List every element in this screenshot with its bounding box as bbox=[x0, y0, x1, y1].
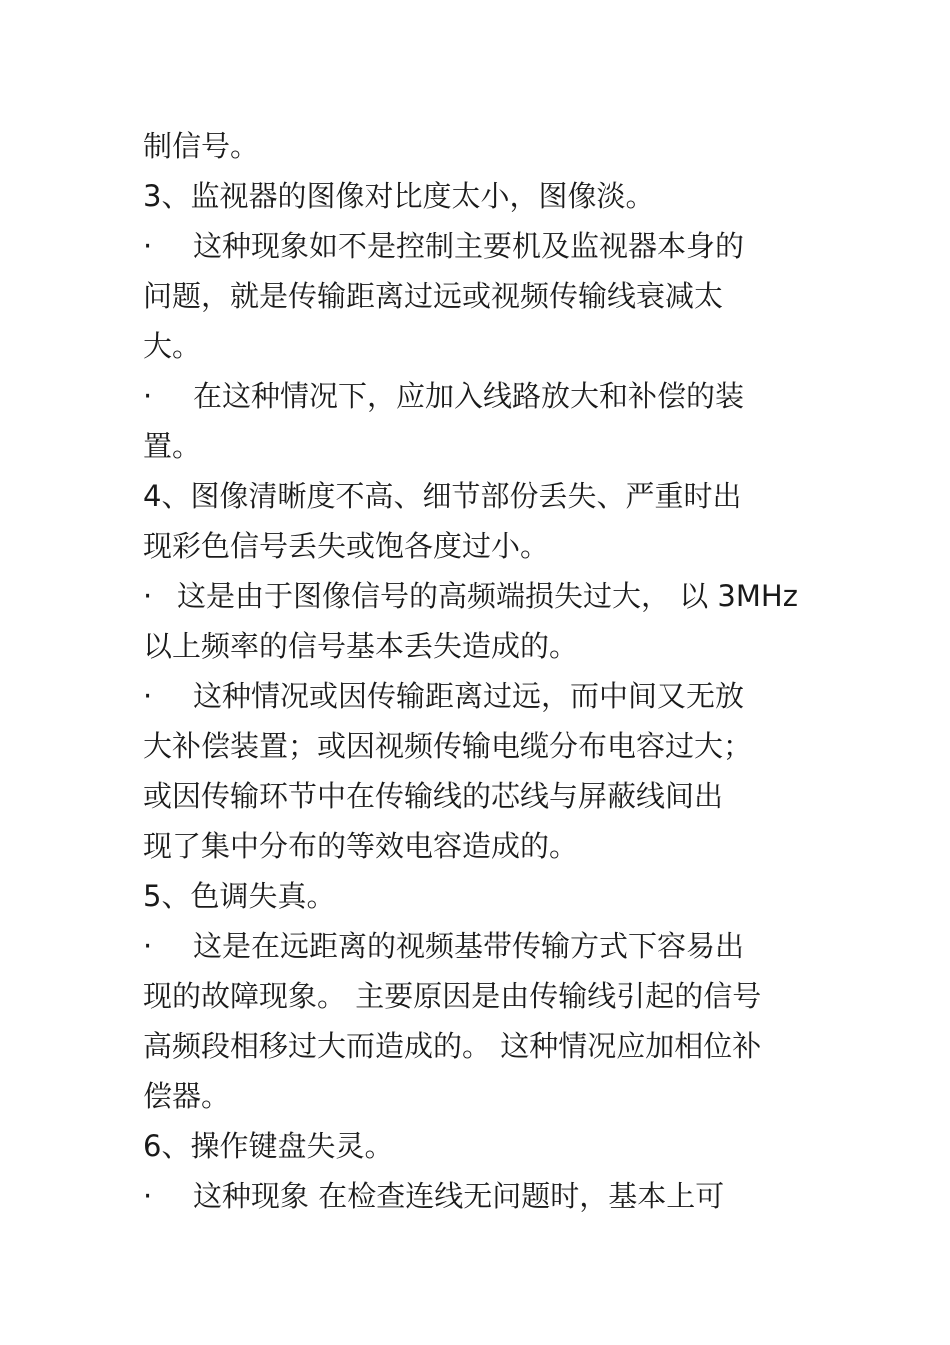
bullet-dot: · bbox=[143, 679, 153, 713]
text-line: 现的故障现象。 主要原因是由传输线引起的信号 bbox=[143, 979, 762, 1013]
text-line: 这种情况或因传输距离过远，而中间又无放 bbox=[193, 679, 745, 713]
text-line: 高频段相移过大而造成的。 这种情况应加相位补 bbox=[143, 1029, 762, 1063]
section-heading: 5、色调失真。 bbox=[143, 879, 336, 913]
bullet-line bbox=[143, 1178, 724, 1214]
text-line: 大。 bbox=[143, 329, 202, 363]
text-line: 这是在远距离的视频基带传输方式下容易出 bbox=[193, 929, 745, 963]
text-line: 以上频率的信号基本丢失造成的。 bbox=[143, 629, 579, 663]
bullet-line bbox=[143, 578, 798, 614]
text-line: 问题，就是传输距离过远或视频传输线衰减太 bbox=[143, 279, 724, 313]
bullet-dot: · bbox=[143, 229, 153, 263]
text-line: 在这种情况下，应加入线路放大和补偿的装 bbox=[193, 379, 745, 413]
text-line: 这是由于图像信号的高频端损失过大， 以 3MHz bbox=[177, 579, 798, 613]
section-heading: 4、图像清晰度不高、细节部份丢失、严重时出 bbox=[143, 479, 742, 513]
bullet-line bbox=[143, 228, 744, 264]
text-line: 现了集中分布的等效电容造成的。 bbox=[143, 829, 579, 863]
text-line: 大补偿装置；或因视频传输电缆分布电容过大； bbox=[143, 729, 753, 763]
text-line: 偿器。 bbox=[143, 1079, 231, 1113]
bullet-line bbox=[143, 378, 744, 414]
text-line: 这种现象如不是控制主要机及监视器本身的 bbox=[193, 229, 745, 263]
bullet-dot: · bbox=[143, 1179, 153, 1213]
section-heading: 3、监视器的图像对比度太小，图像淡。 bbox=[143, 179, 655, 213]
bullet-dot: · bbox=[143, 579, 153, 613]
section-heading: 6、操作键盘失灵。 bbox=[143, 1129, 394, 1163]
text-line: 制信号。 bbox=[143, 129, 260, 163]
text-line: 这种现象 在检查连线无问题时，基本上可 bbox=[193, 1179, 725, 1213]
bullet-line bbox=[143, 678, 744, 714]
bullet-dot: · bbox=[143, 929, 153, 963]
bullet-dot: · bbox=[143, 379, 153, 413]
text-line: 置。 bbox=[143, 429, 202, 463]
text-line: 或因传输环节中在传输线的芯线与屏蔽线间出 bbox=[143, 779, 724, 813]
text-line: 现彩色信号丢失或饱各度过小。 bbox=[143, 529, 550, 563]
bullet-line bbox=[143, 928, 744, 964]
